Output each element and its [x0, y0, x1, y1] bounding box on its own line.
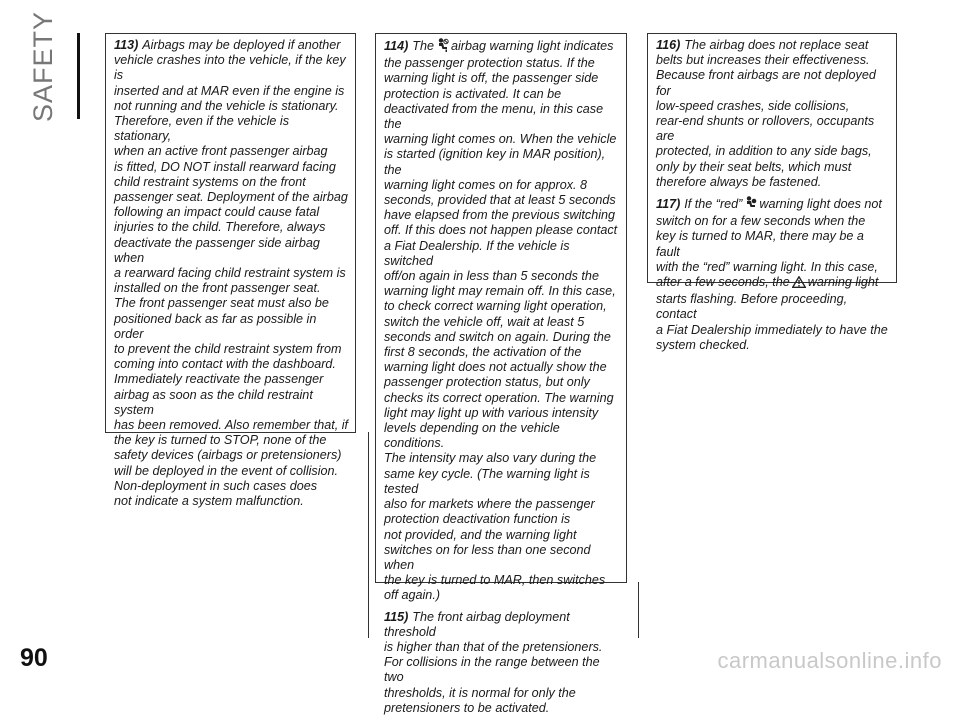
section-title: SAFETY [28, 10, 58, 122]
airbag-warning-light-icon [744, 196, 757, 214]
note-113 [114, 38, 349, 509]
warning-box-116-117 [647, 33, 897, 352]
note-number: 116) [656, 38, 681, 52]
note-lead: If the “red” [684, 197, 743, 212]
note-117 [656, 196, 890, 353]
column-divider [638, 582, 639, 638]
note-lead: The [412, 39, 434, 53]
note-number: 117) [656, 197, 681, 212]
column-divider [368, 432, 369, 638]
note-text: Airbags may be deployed if another vehicle crashes into the vehicle, if the key is inserted and at MAR even if the engine is not running and the vehicle is stationary. Therefore, even if the vehicle is stationary, when an active front passenger airbag is fitted, DO NOT install rearward facing child restraint systems on the front passenger seat. Deployment of the airbag following an impact could cause fatal injuries to the child. Therefore, always deactivate the passenger side airbag when a rearward facing child restraint system is installed on the front passenger seat. The front passenger seat must also be positioned back as far as possible in order to prevent the child restraint system from coming into contact with the dashboard. Immediately reactivate the passenger airbag as soon as the child restraint system has been removed. Also remember that, if the key is turned to STOP, none of the safety devices (airbags or pretensioners) will be deployed in the event of collision. Non-deployment in such cases does not indicate a system malfunction. [114, 38, 349, 509]
passenger-airbag-off-icon [436, 38, 449, 56]
note-number: 115) [384, 609, 409, 624]
section-marker-bar [77, 33, 80, 119]
note-116 [656, 38, 890, 190]
note-114 [384, 38, 620, 604]
warning-box-114-115 [375, 33, 627, 715]
watermark: carmanualsonline.info [717, 648, 942, 673]
warning-box-113 [105, 33, 356, 509]
note-text: airbag warning light indicates the passenger protection status. If the warning light is off, the passenger side protection is activated. It can be deactivated from the menu, in this case the warning light comes on. When the vehicle is started (ignition key in MAR position), the warning light comes on for approx. 8 seconds, provided that at least 5 seconds have elapsed from the previous switching off. If this does not happen please contact a Fiat Dealership. If the vehicle is switched off/on again in less than 5 seconds the warning light may remain off. In this case, to check correct warning light operation, switch the vehicle off, wait at least 5 seconds and switch on again. During the first 8 seconds, the activation of the warning light does not actually show the passenger protection status, but only checks its correct operation. The warning light may light up with various intensity levels depending on the vehicle conditions. The intensity may also vary during the same key cycle. (The warning light is tested also for markets where the passenger protection deactivation function is not provided, and the warning light switches on for less than one second when the key is turned to MAR, then switches off again.) [384, 39, 618, 603]
note-text: warning light starts flashing. Before proceeding, contact a Fiat Dealership immediately to have the system checked. [656, 275, 888, 352]
note-text: warning light does not switch on for a few seconds when the key is turned to MAR, there may be a fault with the “red” warning light. In this case, after a few seconds, the [656, 197, 882, 290]
note-text: The airbag does not replace seat belts but increases their effectiveness. Because front airbags are not deployed for low-speed crashes, side collisions, rear-end shunts or rollovers, occupants are protected, in addition to any side bags, only by their seat belts, which must therefore always be fastened. [656, 38, 876, 189]
note-number: 114) [384, 39, 409, 53]
note-number: 113) [114, 38, 139, 52]
page-number: 90 [20, 644, 48, 672]
warning-triangle-icon [792, 276, 806, 292]
note-text: The front airbag deployment threshold is higher than that of the pretensioners. For collisions in the range between the two thresholds, it is normal for only the pretensioners to be activated. [384, 609, 603, 715]
note-115 [384, 610, 620, 716]
